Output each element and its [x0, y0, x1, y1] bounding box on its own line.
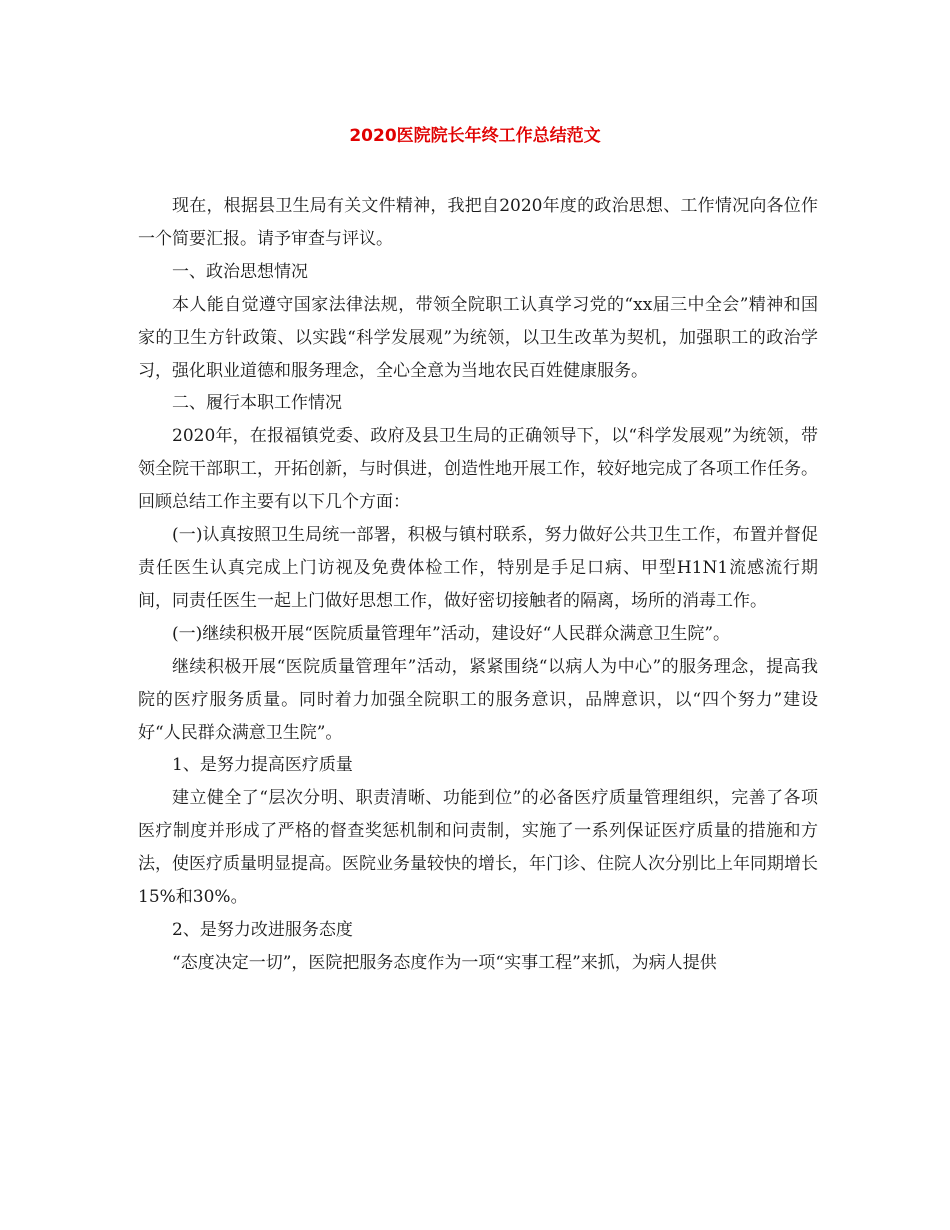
- section-heading-political: 一、政治思想情况: [172, 261, 308, 282]
- paragraph-quality-year-heading: (一)继续积极开展“医院质量管理年”活动，建设好“人民群众满意卫生院”。: [172, 623, 731, 644]
- document-body: [138, 190, 818, 980]
- document-title: 2020医院院长年终工作总结范文: [349, 126, 601, 146]
- paragraph-political: 本人能自觉遵守国家法律法规，带领全院职工认真学习党的“xx届三中全会”精神和国家的卫生方针政策、以实践“科学发展观”为统领，以卫生改革为契机，加强职工的政治学习，强化职业道德和服务理念，全心全意为当地农民百姓健康服务。: [138, 294, 818, 381]
- paragraph-medical-quality: 建立健全了“层次分明、职责清晰、功能到位”的必备医疗质量管理组织，完善了各项医疗制度并形成了严格的督查奖惩机制和问责制，实施了一系列保证医疗质量的措施和方法，使医疗质量明显提高。医院业务量较快的增长，年门诊、住院人次分别比上年同期增长15%和30%。: [138, 788, 818, 908]
- section-heading-duties: 二、履行本职工作情况: [172, 393, 342, 414]
- paragraph-intro: 现在，根据县卫生局有关文件精神，我把自2020年度的政治思想、工作情况向各位作一个简要汇报。请予审查与评议。: [138, 196, 818, 249]
- paragraph-public-health: (一)认真按照卫生局统一部署，积极与镇村联系，努力做好公共卫生工作，布置并督促责任医生认真完成上门访视及免费体检工作，特别是手足口病、甲型H1N1流感流行期间，同责任医生一起上门做好思想工作，做好密切接触者的隔离，场所的消毒工作。: [138, 525, 818, 611]
- paragraph-duties-overview: 2020年，在报福镇党委、政府及县卫生局的正确领导下，以“科学发展观”为统领，带领全院干部职工，开拓创新，与时俱进，创造性地开展工作，较好地完成了各项工作任务。回顾总结工作主要有以下几个方面：: [138, 426, 818, 513]
- paragraph-service-attitude: “态度决定一切”，医院把服务态度作为一项“实事工程”来抓，为病人提供: [172, 952, 717, 973]
- subheading-service-attitude: 2、是努力改进服务态度: [172, 919, 353, 940]
- paragraph-quality-year: 继续积极开展“医院质量管理年”活动，紧紧围绕“以病人为中心”的服务理念，提高我院的医疗服务质量。同时着力加强全院职工的服务意识，品牌意识，以“四个努力”建设好“人民群众满意卫生院”。: [138, 656, 818, 743]
- subheading-medical-quality: 1、是努力提高医疗质量: [172, 755, 353, 776]
